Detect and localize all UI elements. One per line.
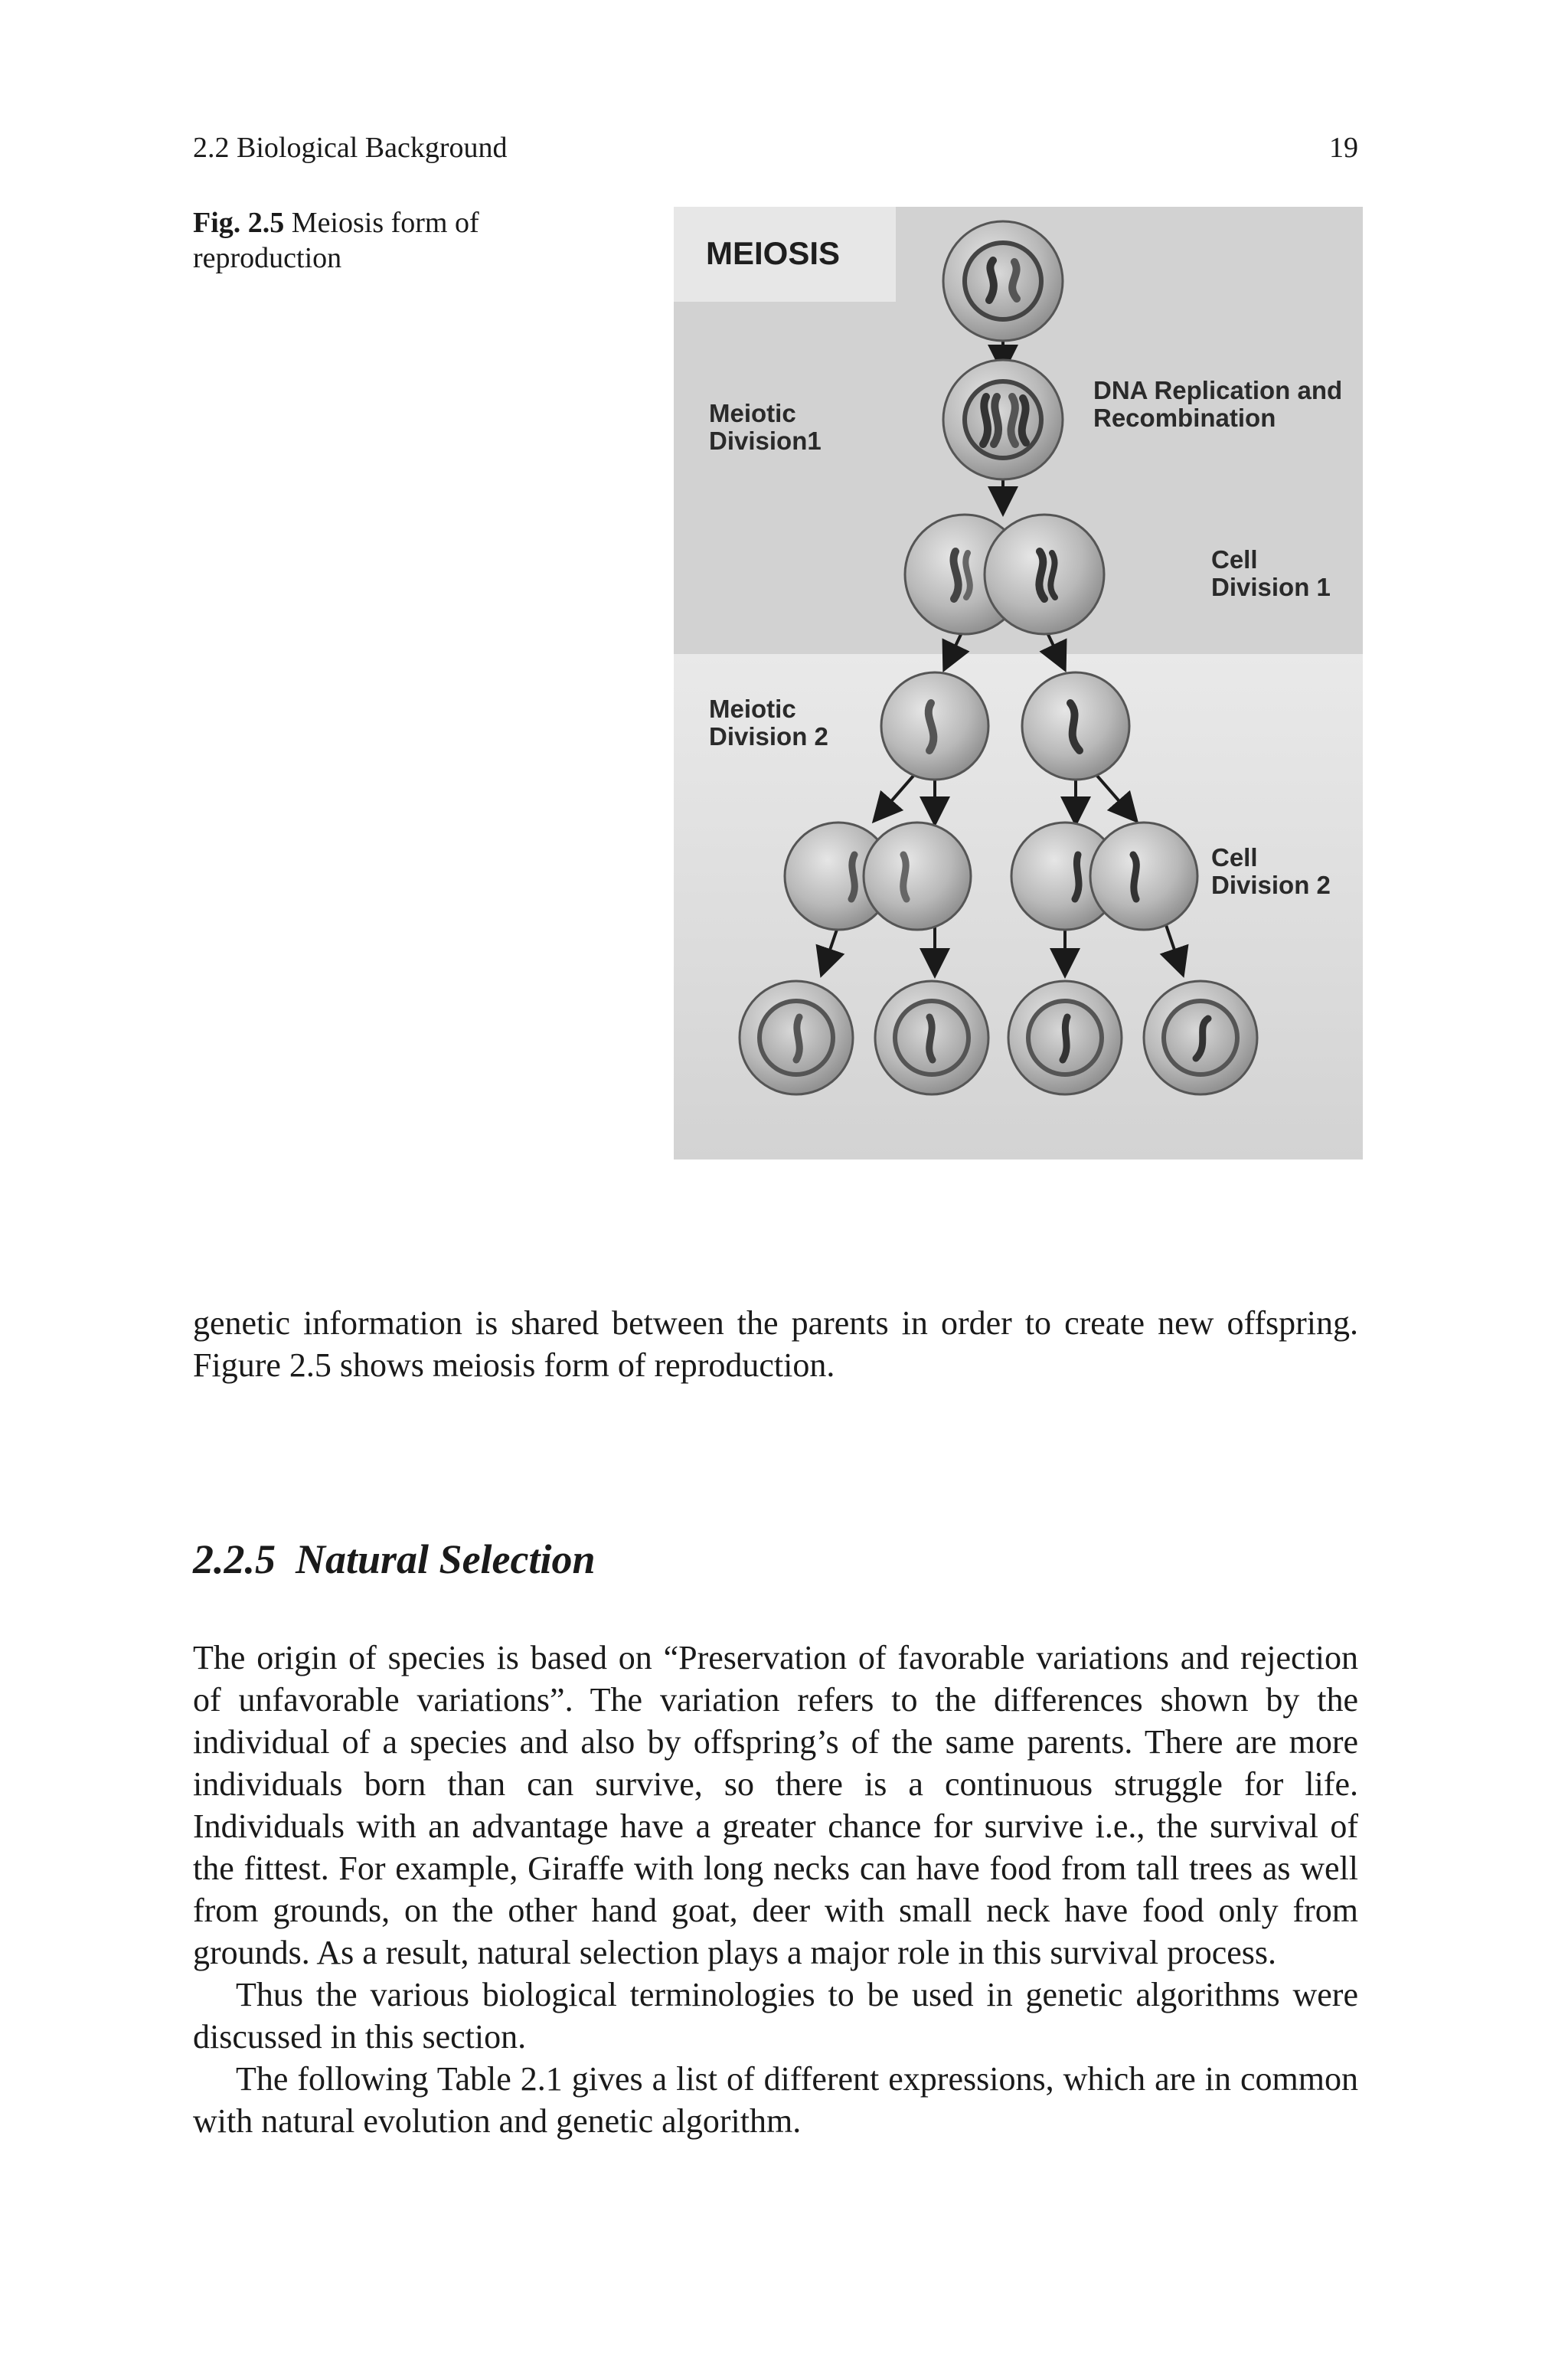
section-title: Natural Selection — [296, 1536, 596, 1582]
diagram-title: MEIOSIS — [706, 235, 841, 271]
paragraph-natural-selection: The origin of species is based on “Preservation of favorable variations and rejection of unfavorable variations”. The variation refers to the differences shown by the individual of a species and also by offspring’s of the same parents. There are more individuals born than can survive, so there is a continuous struggle for life. Individuals with an advantage have a greater chance for survive i.e., the survival of the fittest. For example, Giraffe with long necks can have food from tall trees as well from grounds, on the other hand goat, deer with small neck have food only from grounds. As a result, natural selection plays a major role in this survival process. — [193, 1639, 1358, 1971]
figure-caption-text: Meiosis form of reproduction — [193, 207, 479, 274]
figure-caption — [193, 205, 530, 276]
parent-cell — [943, 221, 1063, 341]
intro-paragraph: genetic information is shared between the parents in order to create new offspring. Figure 2.5 shows meiosis form of reproduction. — [193, 1304, 1358, 1384]
section-number: 2.2.5 — [193, 1536, 276, 1582]
replicated-cell — [943, 360, 1063, 479]
dna-replication-label: DNA Replication and Recombination — [1093, 376, 1343, 432]
paragraph-table-reference: The following Table 2.1 gives a list of different expressions, which are in common with natural evolution and genetic algorithm. — [193, 2060, 1358, 2140]
meiosis-figure — [674, 207, 1363, 1159]
section-heading — [193, 1535, 1358, 1584]
running-head — [193, 129, 1358, 167]
meiosis-diagram — [674, 207, 1363, 1159]
figure-label: Fig. 2.5 — [193, 207, 285, 239]
meiotic-division-1-label: Meiotic Division1 — [709, 399, 822, 455]
page-number: 19 — [1329, 132, 1358, 164]
running-head-section: 2.2 Biological Background — [193, 132, 508, 164]
meiotic-division-2-label: Meiotic Division 2 — [709, 695, 828, 751]
cell-division-1 — [905, 515, 1104, 634]
paragraph-terminologies: Thus the various biological terminologies to be used in genetic algorithms were discussed in this section. — [193, 1976, 1358, 2056]
cell-division-1-label: Cell Division 1 — [1211, 545, 1331, 601]
cell-division-2-label: Cell Division 2 — [1211, 843, 1331, 899]
